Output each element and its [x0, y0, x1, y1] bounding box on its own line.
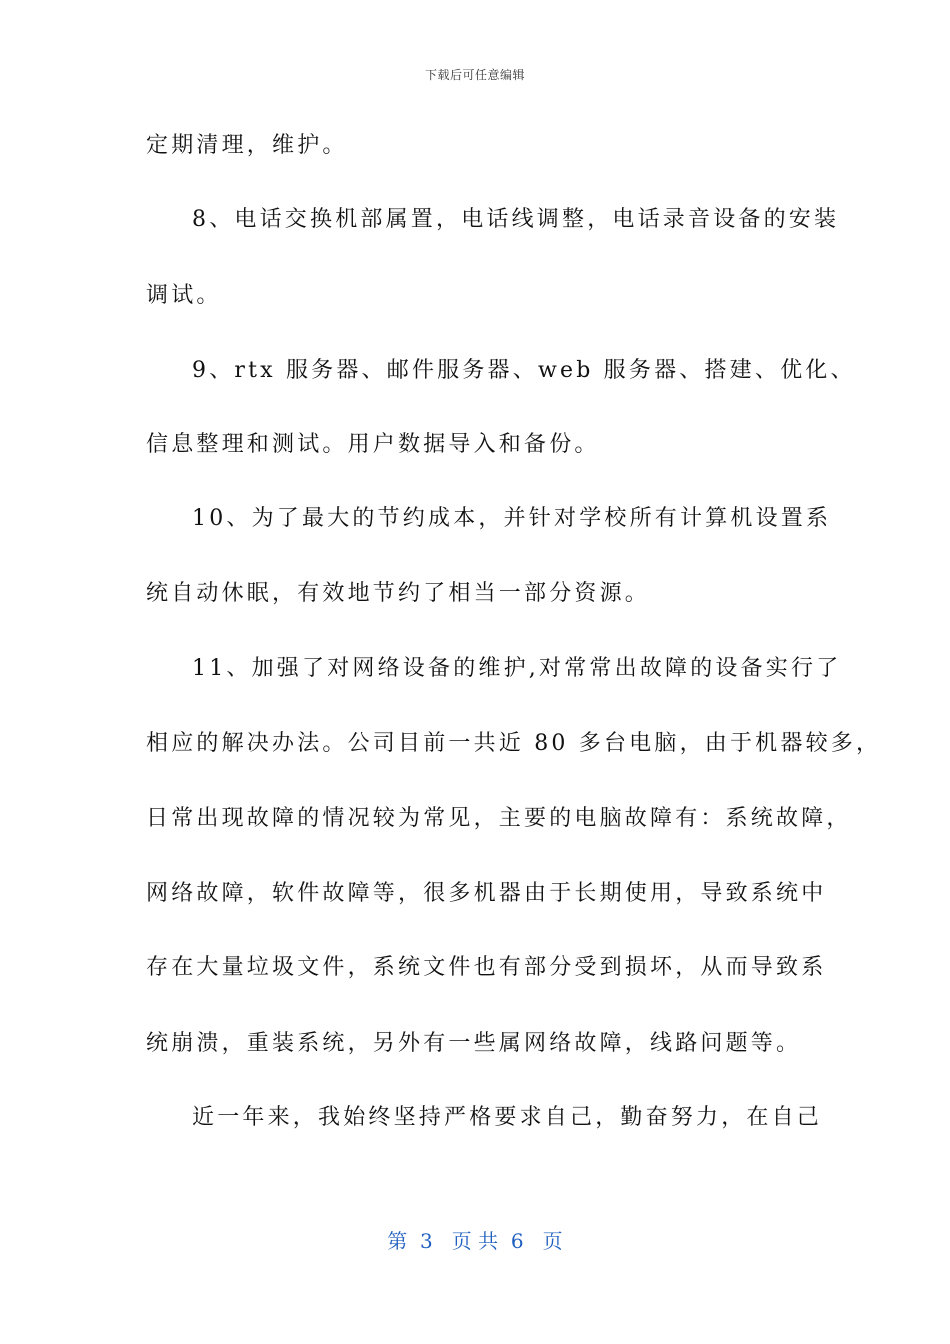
body-line: 统崩溃，重装系统，另外有一些属网络故障，线路问题等。	[146, 1031, 802, 1056]
body-line: 日常出现故障的情况较为常见，主要的电脑故障有：系统故障，	[146, 806, 852, 831]
body-line: 存在大量垃圾文件，系统文件也有部分受到损坏，从而导致系	[146, 955, 827, 980]
body-line: 8、电话交换机部属置，电话线调整，电话录音设备的安装	[192, 207, 840, 232]
body-line: 近一年来，我始终坚持严格要求自己，勤奋努力，在自己	[192, 1105, 823, 1130]
body-line: 11、加强了对网络设备的维护,对常常出故障的设备实行了	[192, 656, 842, 681]
body-line: 9、rtx 服务器、邮件服务器、web 服务器、搭建、优化、	[192, 358, 856, 383]
body-line: 10、为了最大的节约成本，并针对学校所有计算机设置系	[192, 506, 832, 531]
body-line: 调试。	[146, 283, 222, 308]
body-line: 网络故障，软件故障等，很多机器由于长期使用，导致系统中	[146, 881, 827, 906]
page-header: 下载后可任意编辑	[424, 68, 525, 82]
body-line: 信息整理和测试。用户数据导入和备份。	[146, 432, 600, 457]
body-line: 定期清理，维护。	[146, 133, 348, 158]
body-line: 相应的解决办法。公司目前一共近 80 多台电脑，由于机器较多，	[146, 731, 882, 756]
page-footer: 第 3 页 共 6 页	[387, 1229, 563, 1253]
body-line: 统自动休眠，有效地节约了相当一部分资源。	[146, 581, 651, 606]
